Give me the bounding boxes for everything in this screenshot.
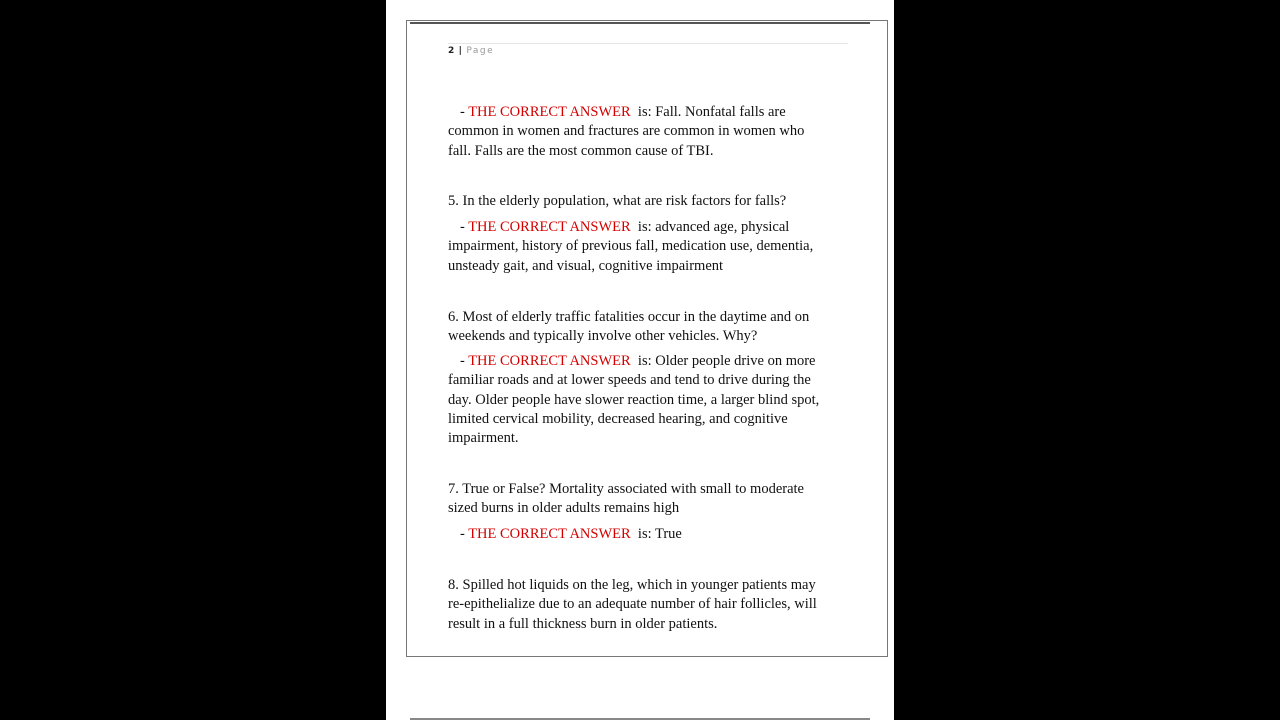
text-line: 5. In the elderly population, what are risk factors for falls?: [448, 193, 787, 209]
text-line: weekends and typically involve other vehicles. Why?: [448, 328, 758, 345]
correct-answer-label: THE CORRECT ANSWER: [468, 353, 631, 369]
text-line: familiar roads and at lower speeds and tend to drive during the: [448, 372, 811, 389]
text-line: impairment, history of previous fall, medication use, dementia,: [448, 238, 814, 255]
text-line: re-epithelialize due to an adequate number of hair follicles, will: [448, 596, 817, 613]
text-line: day. Older people have slower reaction time, a larger blind spot,: [448, 391, 820, 408]
answer-block: [448, 525, 682, 544]
answer-block: [448, 218, 813, 276]
answer-block: [448, 352, 819, 448]
text-line: result in a full thickness burn in older patients.: [448, 615, 718, 632]
text-line: unsteady gait, and visual, cognitive impairment: [448, 257, 724, 274]
correct-answer-label: THE CORRECT ANSWER: [468, 526, 631, 542]
document-page: [386, 0, 894, 720]
text-line: 6. Most of elderly traffic fatalities occur in the daytime and on: [448, 309, 810, 325]
text-line: fall. Falls are the most common cause of TBI.: [448, 142, 714, 159]
correct-answer-label: THE CORRECT ANSWER: [468, 219, 631, 235]
answer-line: - THE CORRECT ANSWER is: True: [460, 526, 682, 542]
question-block: [448, 480, 804, 519]
header-rule: [448, 43, 848, 44]
answer-line: - THE CORRECT ANSWER is: Older people drive on more: [460, 353, 816, 369]
answer-line: - THE CORRECT ANSWER is: Fall. Nonfatal falls are: [460, 104, 786, 120]
correct-answer-label: THE CORRECT ANSWER: [468, 104, 631, 120]
question-block: [448, 308, 809, 347]
text-line: 8. Spilled hot liquids on the leg, which in younger patients may: [448, 577, 816, 593]
top-rule: [410, 22, 870, 24]
page-header: 2 | Page: [448, 46, 495, 56]
text-line: limited cervical mobility, decreased hearing, and cognitive: [448, 410, 788, 427]
text-line: common in women and fractures are common in women who: [448, 123, 805, 140]
text-line: impairment.: [448, 430, 519, 447]
question-block: [448, 192, 786, 211]
question-block: [448, 576, 817, 634]
page-number: 2: [448, 46, 455, 56]
page-label: Page: [466, 46, 495, 56]
answer-line: - THE CORRECT ANSWER is: advanced age, physical: [460, 219, 790, 235]
text-line: sized burns in older adults remains high: [448, 500, 680, 517]
text-line: 7. True or False? Mortality associated with small to moderate: [448, 481, 804, 497]
answer-block: [448, 103, 804, 161]
